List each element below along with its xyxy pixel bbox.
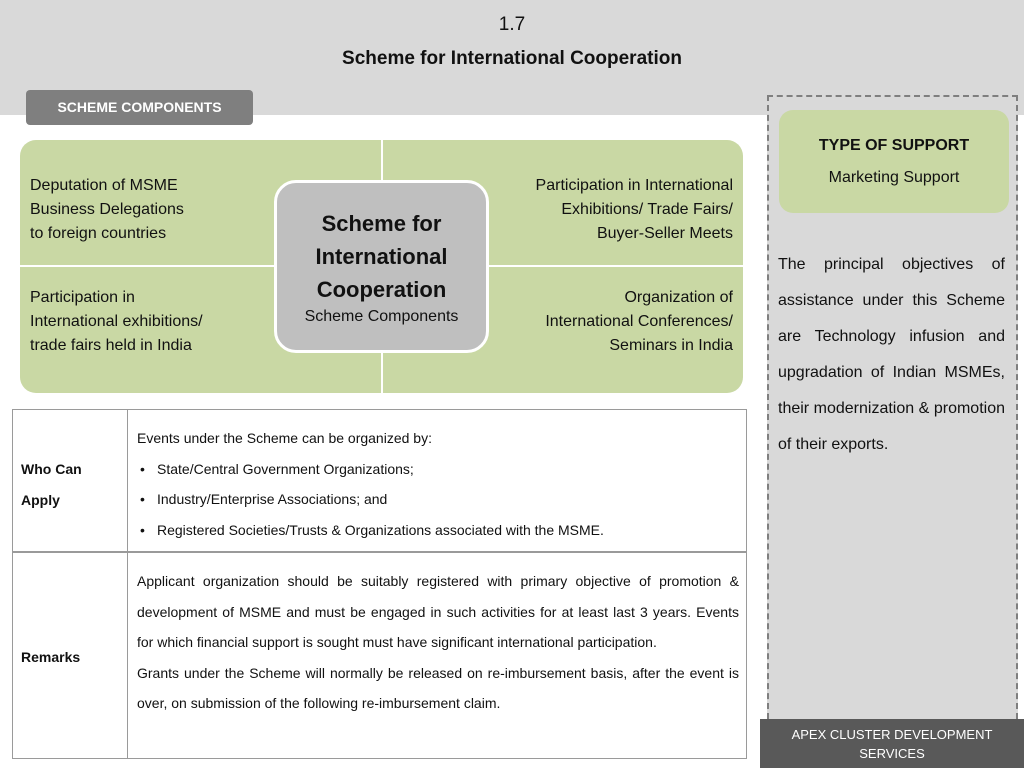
row-label-cell [13,410,128,551]
scheme-components-tab: SCHEME COMPONENTS [26,90,253,125]
slide-number: 1.7 [498,14,526,35]
row-label-line: Apply [21,492,60,508]
list-item-text: State/Central Government Organizations; [157,460,414,477]
row-label [21,454,82,516]
table-row-remarks [13,553,746,758]
component-line: Exhibitions/ Trade Fairs/ [561,201,733,218]
row-label-line: Who Can [21,461,82,477]
center-title-line: Cooperation [316,277,447,302]
component-line: Business Delegations [30,201,184,218]
applicant-list [137,454,739,546]
center-title-line: International [315,244,448,269]
component-line: International Conferences/ [545,313,733,330]
remarks-paragraph: Applicant organization should be suitably registered with primary objective of promotion & development of MSME and must be engaged in such activities for at least last 3 years. Events for which financial support is sought must have significant international participation. [137,573,739,650]
list-item [137,454,739,485]
component-deputation [30,174,270,246]
table-row-who-can-apply [13,410,746,553]
component-line: trade fairs held in India [30,337,192,354]
component-line: Deputation of MSME [30,177,178,194]
row-intro: Events under the Scheme can be organized by: [137,430,432,446]
center-scheme-box [274,180,489,353]
eligibility-table [12,409,747,759]
slide-title: Scheme for International Cooperation [342,48,682,69]
component-line: Organization of [624,289,733,306]
center-title-line: Scheme for [321,211,442,236]
component-line: Participation in [30,289,135,306]
objectives-text: The principal objectives of assistance under this Scheme are Technology infusion and upgradation of Indian MSMEs, their modernization & promotion of their exports. [778,256,1005,453]
center-title [277,207,486,306]
component-line: Seminars in India [609,337,733,354]
component-line: Participation in International [535,177,733,194]
center-subtitle: Scheme Components [304,308,459,325]
support-heading: TYPE OF SUPPORT [818,137,970,154]
row-content-cell [137,423,739,545]
list-item [137,484,739,515]
component-international-exhibitions [473,174,733,246]
row-content-cell [137,566,739,719]
list-item-text: Industry/Enterprise Associations; and [157,491,388,507]
bullet-icon: • [140,491,145,507]
bullet-icon: • [140,460,145,477]
row-label: Remarks [21,649,81,665]
bullet-icon: • [140,521,145,538]
component-conferences [473,286,733,358]
component-line: International exhibitions/ [30,313,203,330]
type-of-support-box [779,110,1009,213]
row-label-cell [13,553,128,758]
footer-bar: APEX CLUSTER DEVELOPMENT SERVICES [760,719,1024,768]
component-domestic-fairs [30,286,270,358]
remarks-paragraph: Grants under the Scheme will normally be released on re-imbursement basis, after the event is over, on submission of the following re-imbursement claim. [137,664,739,711]
list-item [137,515,739,546]
component-line: to foreign countries [30,225,167,242]
component-line: Buyer-Seller Meets [596,225,733,242]
support-value: Marketing Support [828,169,960,186]
list-item-text: Registered Societies/Trusts & Organizations associated with the MSME. [157,521,604,538]
